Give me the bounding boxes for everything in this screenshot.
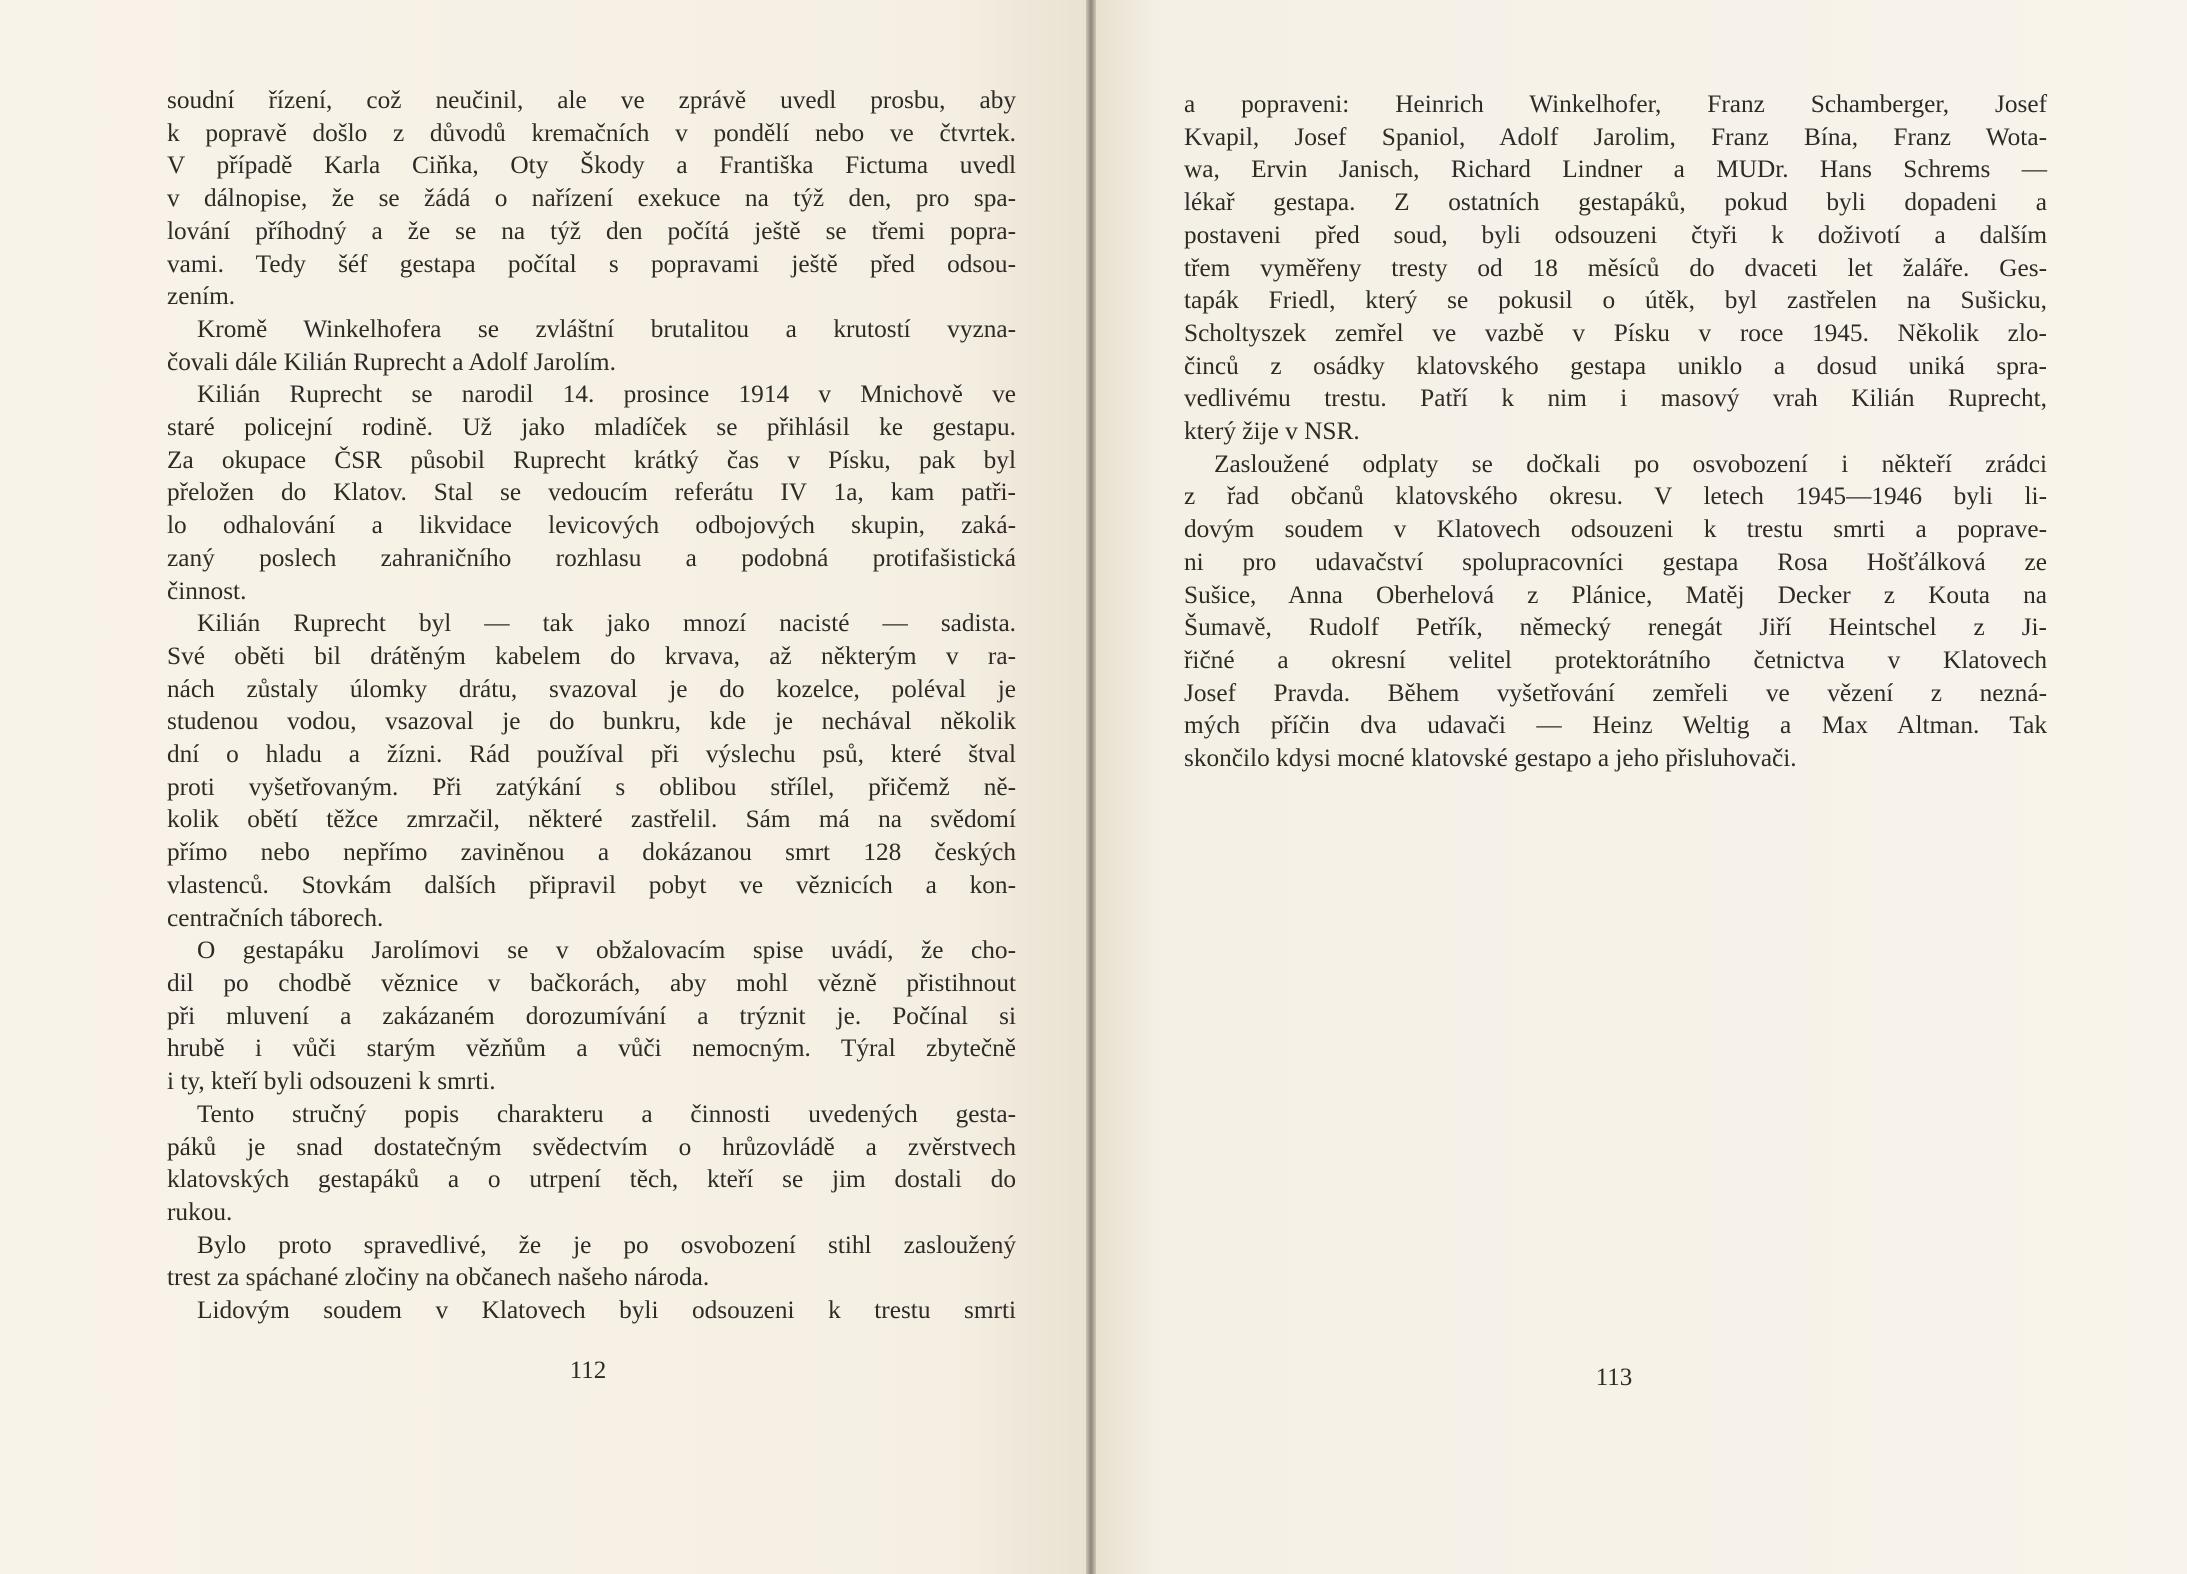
text-line: lo odhalování a likvidace levicových odbojových skupin, zaká- [167, 511, 1016, 540]
text-line: Kilián Ruprecht byl — tak jako mnozí nacisté — sadista. [197, 609, 1016, 638]
text-line: studenou vodou, vsazoval je do bunkru, kde je nechával několik [167, 707, 1016, 736]
text-line: Scholtyszek zemřel ve vazbě v Písku v roce 1945. Několik zlo- [1184, 318, 2047, 347]
text-line: wa, Ervin Janisch, Richard Lindner a MUDr. Hans Schrems — [1184, 155, 2047, 184]
text-line: Bylo proto spravedlivé, že je po osvobození stihl zasloužený [197, 1230, 1016, 1259]
text-line: řičné a okresní velitel protektorátního četnictva v Klatovech [1184, 645, 2047, 674]
text-line: nách zůstaly úlomky drátu, svazoval je do kozelce, poléval je [167, 674, 1016, 703]
text-line: Sušice, Anna Oberhelová z Plánice, Matěj Decker z Kouta na [1184, 580, 2047, 609]
text-line: lékař gestapa. Z ostatních gestapáků, pokud byli dopadeni a [1184, 188, 2047, 217]
text-line: rukou. [167, 1197, 233, 1226]
left-page-text [167, 84, 1016, 1327]
text-line: dní o hladu a žízni. Rád používal při výslechu psů, které štval [167, 740, 1016, 769]
text-line: zením. [167, 282, 236, 311]
text-line: hrubě i vůči starým vězňům a vůči nemocným. Týral zbytečně [167, 1034, 1016, 1063]
text-line: Josef Pravda. Během vyšetřování zemřeli ve vězení z nezná- [1184, 678, 2047, 707]
text-line: i ty, kteří byli odsouzeni k smrti. [167, 1067, 496, 1096]
text-line: O gestapáku Jarolímovi se v obžalovacím spise uvádí, že cho- [197, 936, 1016, 965]
text-line: proti vyšetřovaným. Při zatýkání s oblibou střílel, přičemž ně- [167, 772, 1016, 801]
text-line: Kvapil, Josef Spaniol, Adolf Jarolim, Franz Bína, Franz Wota- [1184, 122, 2047, 151]
text-line: z řad občanů klatovského okresu. V letech 1945—1946 byli li- [1184, 482, 2047, 511]
text-line: Zasloužené odplaty se dočkali po osvobození i někteří zrádci [1214, 449, 2047, 478]
text-line: ni pro udavačství spolupracovníci gestapa Rosa Hošťálková ze [1184, 547, 2047, 576]
text-line: páků je snad dostatečným svědectvím o hrůzovládě a zvěrstvech [167, 1132, 1016, 1161]
text-line: soudní řízení, což neučinil, ale ve zprávě uvedl prosbu, aby [167, 86, 1016, 114]
text-line: Šumavě, Rudolf Petřík, německý renegát Jiří Heintschel z Ji- [1184, 613, 2047, 642]
text-line: k popravě došlo z důvodů kremačních v pondělí nebo ve čtvrtek. [167, 118, 1016, 147]
text-line: zaný poslech zahraničního rozhlasu a podobná protifašistická [167, 543, 1016, 572]
text-line: klatovských gestapáků a o utrpení těch, kteří se jim dostali do [167, 1165, 1016, 1194]
text-line: vlastenců. Stovkám dalších připravil pobyt ve věznicích a kon- [167, 870, 1016, 899]
text-line: třem vyměřeny tresty od 18 měsíců do dvaceti let žaláře. Ges- [1184, 253, 2047, 282]
book-gutter [1086, 0, 1096, 1574]
right-page-text [1184, 88, 2047, 775]
text-line: Za okupace ČSR působil Ruprecht krátký čas v Písku, pak byl [167, 445, 1016, 474]
text-line: kolik obětí těžce zmrzačil, některé zastřelil. Sám má na svědomí [167, 805, 1016, 834]
text-line: přeložen do Klatov. Stal se vedoucím referátu IV 1a, kam patři- [167, 478, 1016, 507]
text-line: vedlivému trestu. Patří k nim i masový vrah Kilián Ruprecht, [1184, 384, 2047, 413]
text-line: tapák Friedl, který se pokusil o útěk, byl zastřelen na Sušicku, [1184, 286, 2047, 315]
text-line: centračních táborech. [167, 903, 384, 932]
text-line: skončilo kdysi mocné klatovské gestapo a jeho přisluhovači. [1184, 744, 1797, 773]
text-line: postaveni před soud, byli odsouzeni čtyři k doživotí a dalším [1184, 220, 2047, 249]
text-line: Kilián Ruprecht se narodil 14. prosince 1914 v Mnichově ve [197, 380, 1016, 409]
text-line: přímo nebo nepřímo zaviněnou a dokázanou smrt 128 českých [167, 838, 1016, 867]
text-line: lování příhodný a že se na týž den počítá ještě se třemi popra- [167, 216, 1016, 245]
right-page [1096, 0, 2187, 1574]
left-page [0, 0, 1086, 1574]
text-line: Tento stručný popis charakteru a činnosti uvedených gesta- [197, 1099, 1016, 1128]
text-line: vami. Tedy šéf gestapa počítal s popravami ještě před odsou- [167, 249, 1016, 278]
text-line: v dálnopise, že se žádá o nařízení exekuce na týž den, pro spa- [167, 184, 1016, 213]
text-line: čovali dále Kilián Ruprecht a Adolf Jarolím. [167, 347, 616, 376]
text-line: při mluvení a zakázaném dorozumívání a trýznit je. Počínal si [167, 1001, 1016, 1030]
text-line: Své oběti bil drátěným kabelem do krvava, až některým v ra- [167, 641, 1016, 670]
page-number-left: 112 [569, 1357, 607, 1384]
text-line: mých příčin dva udavači — Heinz Weltig a Max Altman. Tak [1184, 711, 2047, 740]
text-line: V případě Karla Ciňka, Oty Škody a Františka Fictuma uvedl [167, 151, 1016, 180]
text-line: Lidovým soudem v Klatovech byli odsouzeni k trestu smrti [197, 1296, 1016, 1325]
text-line: dil po chodbě věznice v bačkorách, aby mohl vězně přistihnout [167, 968, 1016, 997]
text-line: a popraveni: Heinrich Winkelhofer, Franz Schamberger, Josef [1184, 90, 2047, 118]
text-line: trest za spáchané zločiny na občanech našeho národa. [167, 1263, 710, 1292]
text-line: činců z osádky klatovského gestapa uniklo a dosud uniká spra- [1184, 351, 2047, 380]
text-line: který žije v NSR. [1184, 417, 1360, 446]
text-line: dovým soudem v Klatovech odsouzeni k trestu smrti a poprave- [1184, 515, 2047, 544]
text-line: staré policejní rodině. Už jako mladíček se přihlásil ke gestapu. [167, 413, 1016, 442]
text-line: Kromě Winkelhofera se zvláštní brutalitou a krutostí vyzna- [197, 314, 1016, 343]
text-line: činnost. [167, 576, 247, 605]
page-number-right: 113 [1595, 1364, 1633, 1391]
